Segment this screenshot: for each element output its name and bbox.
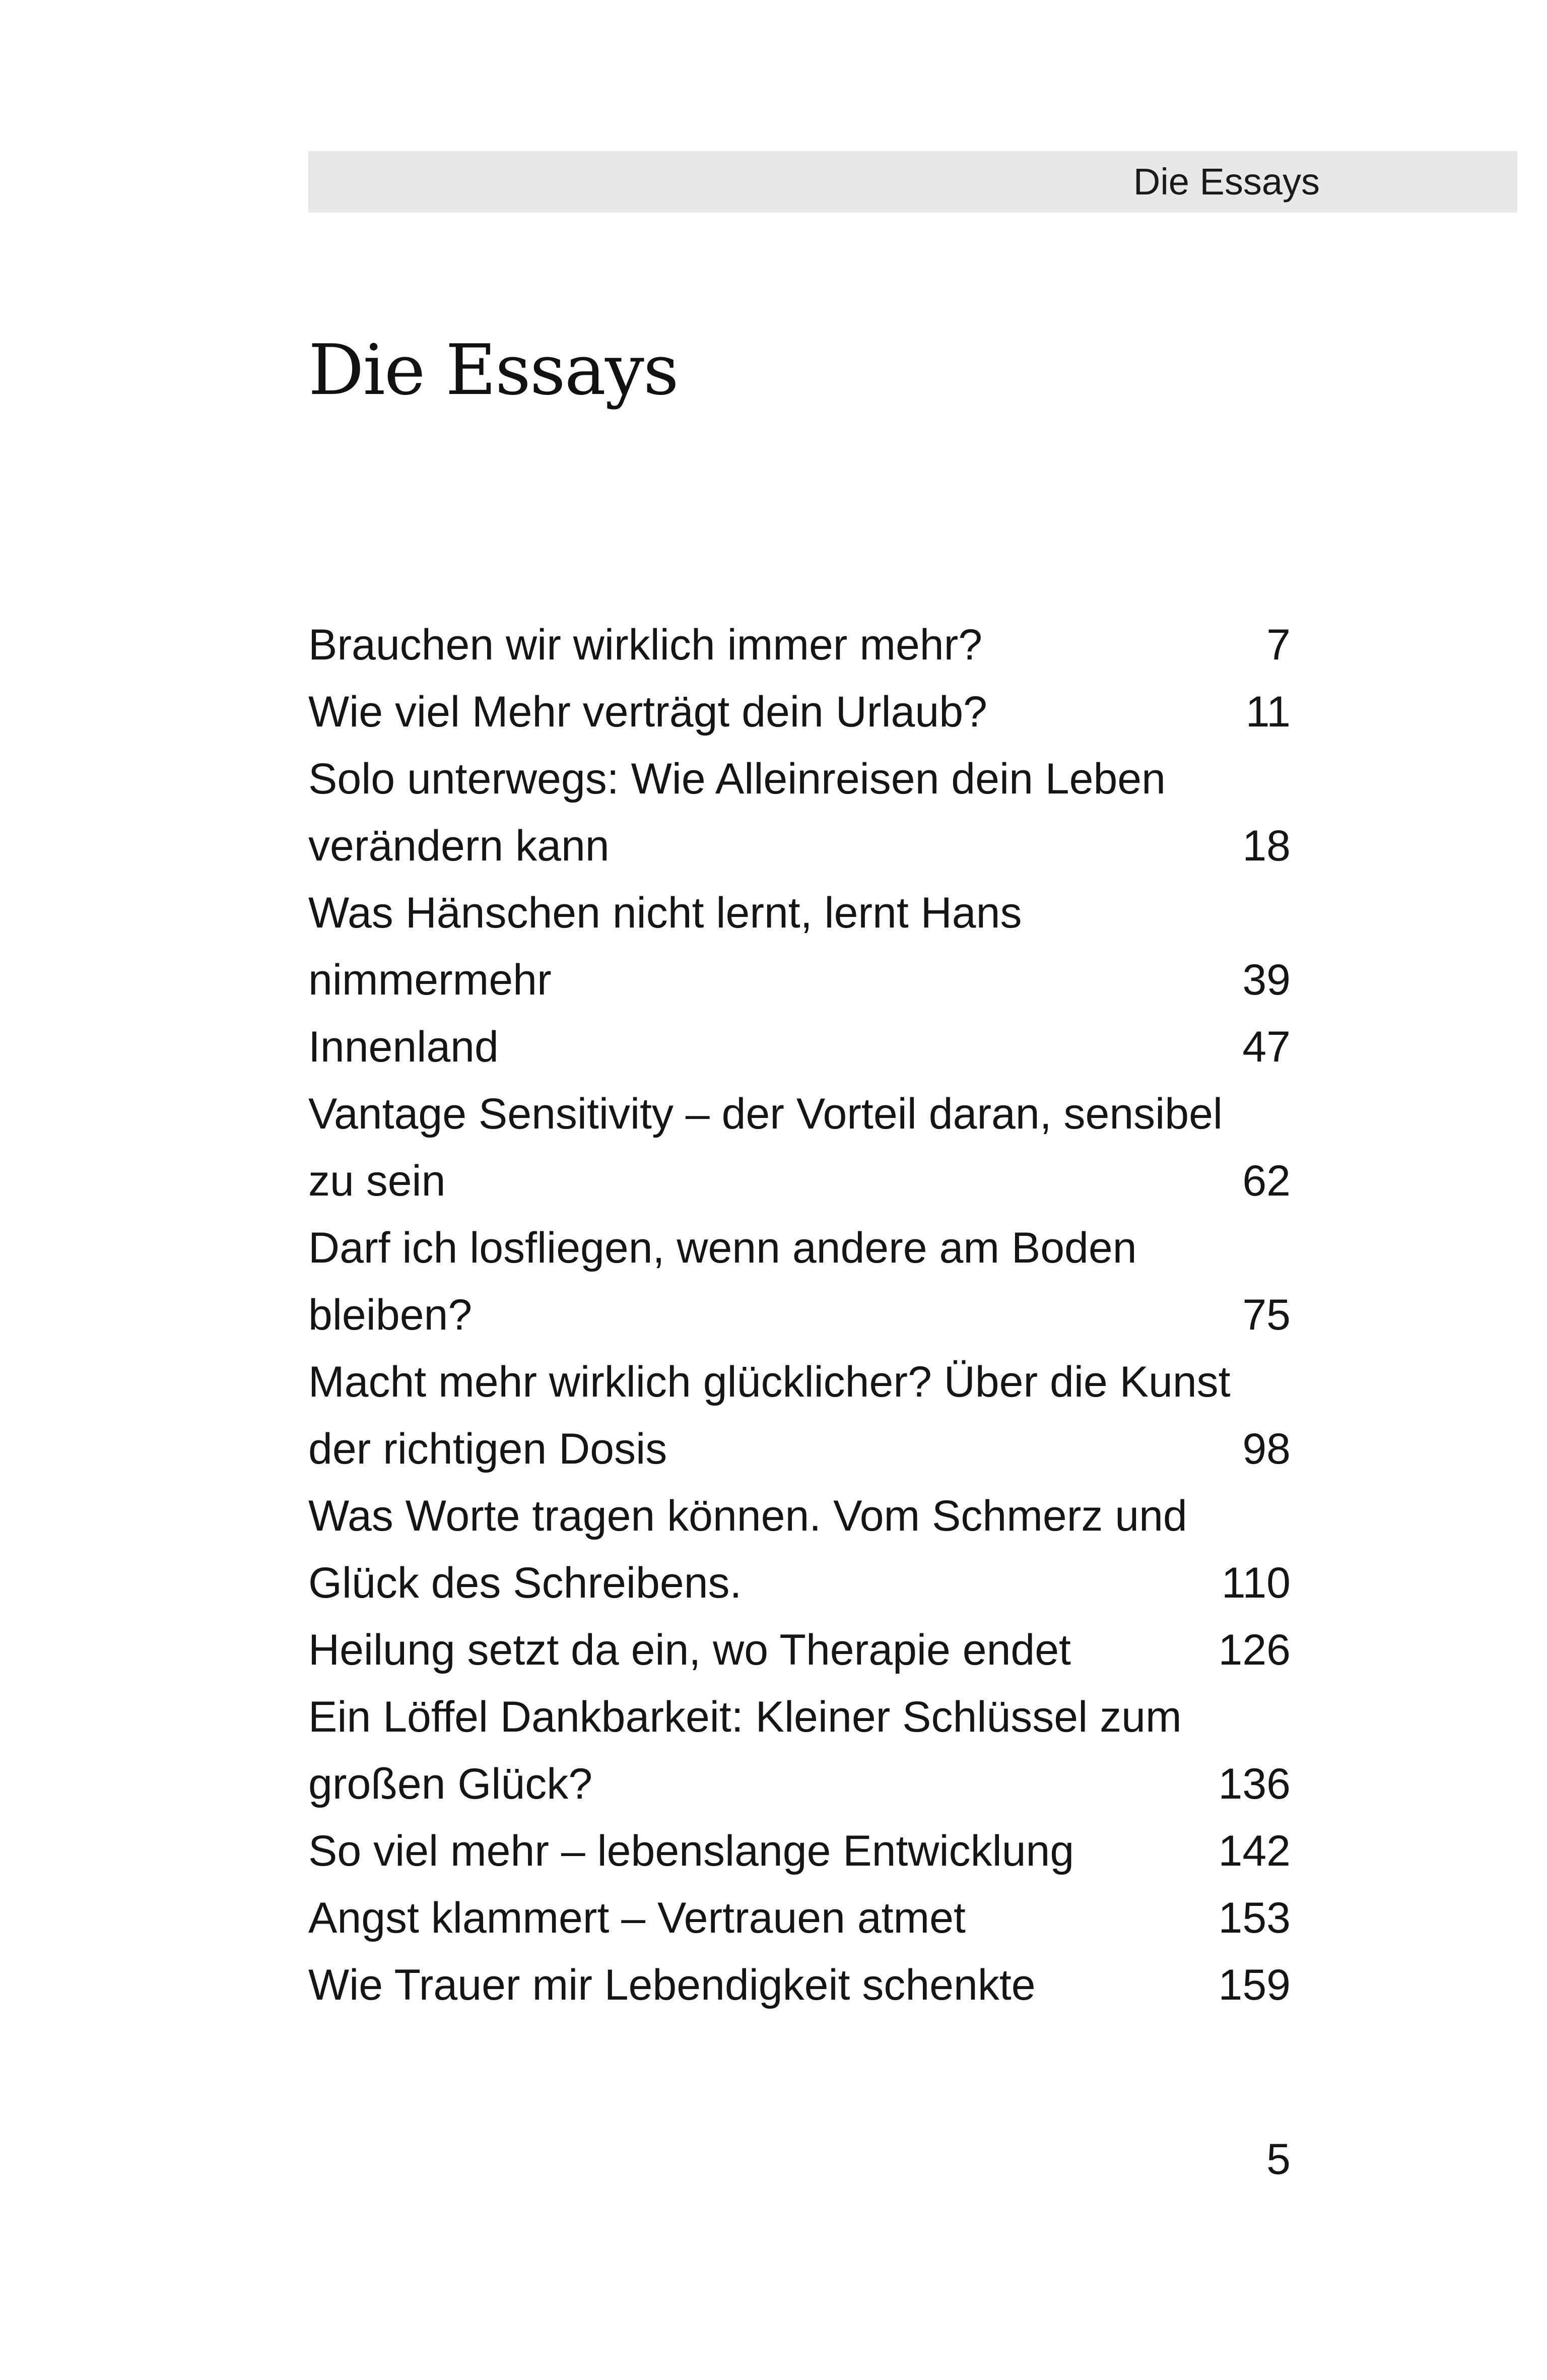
toc-entry-title: Wie Trauer mir Lebendigkeit schenkte xyxy=(308,1961,1036,2009)
toc-entry-page: 75 xyxy=(1242,1291,1291,1339)
toc-entry-title: Macht mehr wirklich glücklicher? Über die Kunst xyxy=(308,1358,1231,1406)
toc-entry-line xyxy=(308,746,1291,813)
toc-entry-title: Brauchen wir wirklich immer mehr? xyxy=(308,621,983,669)
toc-entry[interactable] xyxy=(308,1014,1291,1081)
toc-entry-title: So viel mehr – lebenslange Entwicklung xyxy=(308,1827,1074,1875)
toc-entry[interactable] xyxy=(308,1081,1291,1215)
toc-entry-title: Was Worte tragen können. Vom Schmerz und xyxy=(308,1492,1187,1540)
toc-entry-title: Innenland xyxy=(308,1023,499,1071)
toc-entry-line xyxy=(308,1751,1291,1818)
toc-entry-page: 11 xyxy=(1245,688,1291,736)
toc-entry-title: Vantage Sensitivity – der Vorteil daran, sensibel xyxy=(308,1090,1223,1138)
toc-entry-line xyxy=(308,947,1291,1014)
toc-entry-title: Was Hänschen nicht lernt, lernt Hans xyxy=(308,889,1022,937)
toc-entry[interactable] xyxy=(308,612,1291,679)
toc-entry[interactable] xyxy=(308,746,1291,880)
toc-entry-page: 7 xyxy=(1266,621,1291,669)
toc-entry-line xyxy=(308,1952,1291,2019)
toc-entry-line xyxy=(308,1081,1291,1148)
toc-entry-title: zu sein xyxy=(308,1157,446,1205)
toc-entry-line xyxy=(308,1483,1291,1550)
toc-entry-title: Darf ich losfliegen, wenn andere am Boden xyxy=(308,1224,1137,1272)
toc-entry-title: Glück des Schreibens. xyxy=(308,1559,742,1607)
running-header: Die Essays xyxy=(1133,161,1320,203)
toc-entry[interactable] xyxy=(308,679,1291,746)
toc-entry-line xyxy=(308,1215,1291,1282)
toc-entry-title: der richtigen Dosis xyxy=(308,1425,667,1473)
toc-entry-title: nimmermehr xyxy=(308,956,552,1004)
toc-entry-line xyxy=(308,1014,1291,1081)
toc-entry-line xyxy=(308,679,1291,746)
table-of-contents xyxy=(308,612,1291,2019)
toc-entry-page: 159 xyxy=(1218,1961,1291,2009)
toc-entry-page: 153 xyxy=(1218,1894,1291,1942)
toc-entry-page: 142 xyxy=(1218,1827,1291,1875)
toc-entry-line xyxy=(308,1550,1291,1617)
toc-entry-title: Solo unterwegs: Wie Alleinreisen dein Leben xyxy=(308,755,1166,803)
toc-entry-title: verändern kann xyxy=(308,822,610,870)
toc-entry-page: 136 xyxy=(1218,1760,1291,1808)
toc-entry-title: Angst klammert – Vertrauen atmet xyxy=(308,1894,966,1942)
toc-entry-line xyxy=(308,813,1291,880)
page-title: Die Essays xyxy=(308,329,678,411)
toc-entry-line xyxy=(308,1617,1291,1684)
toc-entry-page: 39 xyxy=(1242,956,1291,1004)
toc-entry-page: 18 xyxy=(1242,822,1291,870)
toc-entry-title: bleiben? xyxy=(308,1291,473,1339)
toc-entry[interactable] xyxy=(308,1617,1291,1684)
toc-entry[interactable] xyxy=(308,880,1291,1014)
toc-entry-page: 47 xyxy=(1242,1023,1291,1071)
toc-entry-title: Ein Löffel Dankbarkeit: Kleiner Schlüssel zum xyxy=(308,1693,1182,1741)
toc-entry-page: 98 xyxy=(1242,1425,1291,1473)
toc-entry[interactable] xyxy=(308,1483,1291,1617)
toc-entry-page: 110 xyxy=(1221,1559,1291,1607)
toc-entry[interactable] xyxy=(308,1885,1291,1952)
toc-entry[interactable] xyxy=(308,1818,1291,1885)
toc-entry-line xyxy=(308,1349,1291,1416)
toc-entry-line xyxy=(308,1416,1291,1483)
toc-entry-page: 126 xyxy=(1218,1626,1291,1674)
toc-entry-line xyxy=(308,1885,1291,1952)
toc-entry-title: Wie viel Mehr verträgt dein Urlaub? xyxy=(308,688,987,736)
toc-entry-title: Heilung setzt da ein, wo Therapie endet xyxy=(308,1626,1071,1674)
toc-entry-line xyxy=(308,1684,1291,1751)
toc-entry-line xyxy=(308,1818,1291,1885)
toc-entry-page: 62 xyxy=(1242,1157,1291,1205)
toc-entry-line xyxy=(308,1282,1291,1349)
toc-entry-title: großen Glück? xyxy=(308,1760,593,1808)
toc-entry[interactable] xyxy=(308,1215,1291,1349)
toc-entry[interactable] xyxy=(308,1349,1291,1483)
page-number: 5 xyxy=(1266,2135,1291,2184)
toc-entry-line xyxy=(308,1148,1291,1215)
toc-entry[interactable] xyxy=(308,1952,1291,2019)
running-header-bar xyxy=(308,151,1517,213)
toc-entry[interactable] xyxy=(308,1684,1291,1818)
toc-entry-line xyxy=(308,880,1291,947)
toc-entry-line xyxy=(308,612,1291,679)
